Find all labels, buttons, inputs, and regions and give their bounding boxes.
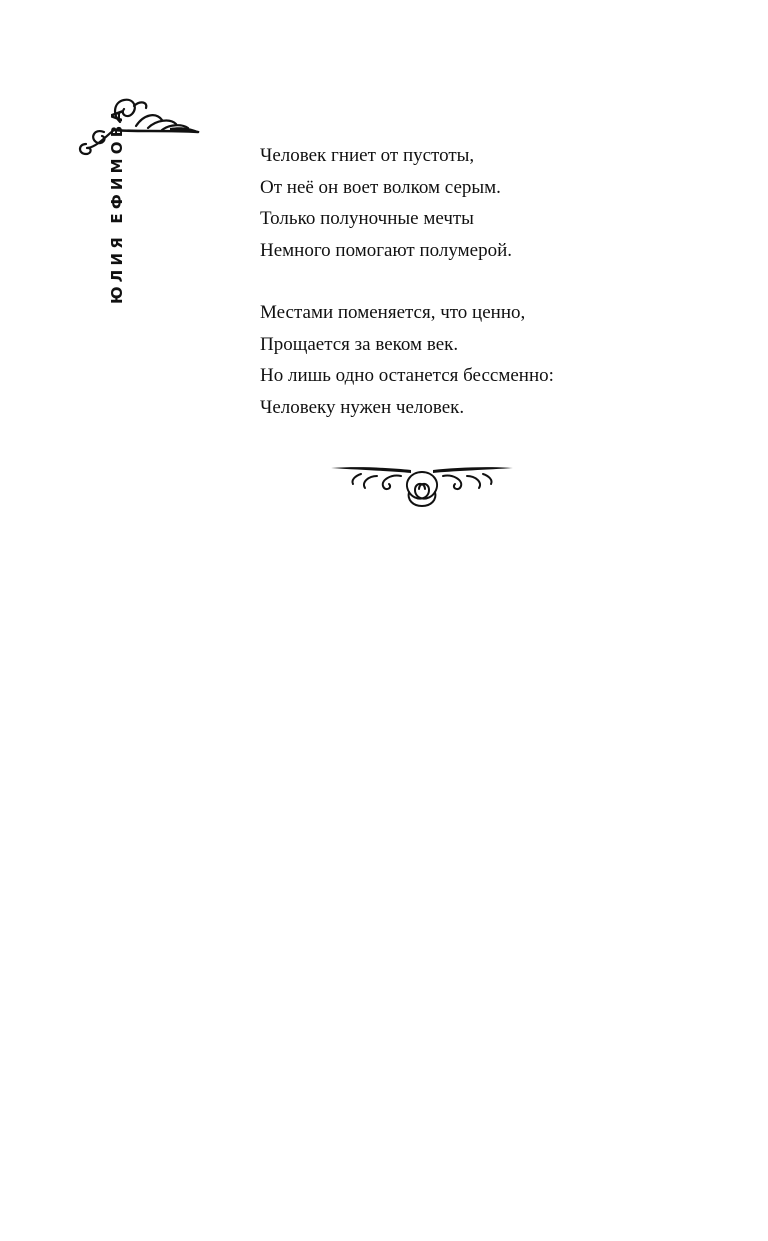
poem-line: Местами поменяется, что ценно, xyxy=(260,302,526,323)
stanza-1 xyxy=(260,140,720,266)
poem-line: От неё он воет волком серым. xyxy=(260,176,501,198)
flourish-corner-icon xyxy=(74,92,200,158)
stanza-2 xyxy=(260,297,720,423)
poem-line: Но лишь одно останется бессменно: xyxy=(260,365,554,386)
poem-line: Человеку нужен человек. xyxy=(260,396,465,418)
poem-line: Прощается за веком век. xyxy=(260,333,459,355)
poem-line: Человек гниет от пустоты, xyxy=(260,145,475,166)
author-name: ЮЛИЯ ЕФИМОВА xyxy=(108,105,126,304)
poem xyxy=(260,140,720,454)
poem-line: Только полуночные мечты xyxy=(260,208,474,229)
flourish-divider-icon xyxy=(331,462,513,510)
poem-line: Немного помогают полумерой. xyxy=(260,239,512,261)
